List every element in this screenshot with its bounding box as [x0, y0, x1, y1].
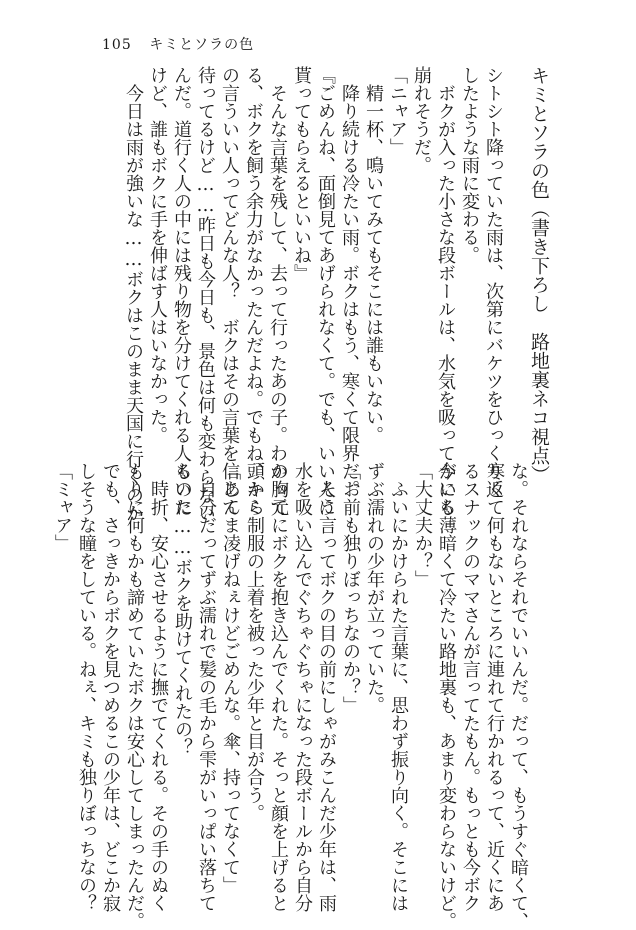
text-column: 待ってるけど……昨日も今日も、景色は何も変わらない — [195, 66, 216, 522]
lower-text-block — [52, 462, 532, 930]
text-column: 「大丈夫か？」 — [412, 462, 433, 588]
text-column: したような雨に変わる。 — [459, 66, 480, 264]
text-column: そんな言葉を残して、去って行ったあの子。わかって — [267, 66, 288, 516]
text-column: シトシト降っていた雨は、次第にバケツをひっくり返 — [483, 66, 504, 498]
text-column: がいる薄暗くて冷たい路地裏も、あまり変わらないけど。 — [436, 462, 457, 930]
text-column: の言ういい人ってどんな人？ ボクはその言葉を信じて — [219, 66, 240, 516]
running-title: キミとソラの色 — [149, 37, 255, 53]
text-column: 精一杯、鳴いてみてもそこには誰もいない。 — [363, 66, 384, 444]
text-column: ボクが入った小さな段ボールは、水気を吸って今にも — [435, 66, 456, 516]
text-column: 「ミャア」 — [52, 462, 73, 552]
text-column: 頭から制服の上着を被った少年と目が合う。 — [244, 462, 265, 822]
running-header — [102, 34, 254, 54]
text-column: る、ボクを飼う余力がなかったんだよね。でもね、キミ — [243, 66, 264, 516]
text-column: 時折、安心させるように撫でてくれる。その手のぬく — [148, 462, 169, 912]
text-column: 「お前も独りぼっちなのか？」 — [340, 462, 361, 714]
text-column: そう言ってボクの目の前にしゃがみこんだ少年は、雨 — [316, 462, 337, 912]
text-column: な。それならそれでいいんだ。だって、もうすぐ暗くて、 — [508, 462, 529, 930]
text-column: 今日は雨が強いな……ボクはこのまま天国に行くのか — [123, 66, 144, 522]
text-column: 寒くて何もないところに連れて行かれるって、近くにあ — [484, 462, 505, 912]
text-column: るスナックのママさんが言ってたもん。もっとも今ボク — [460, 462, 481, 912]
text-column: ふいにかけられた言葉に、思わず振り向く。そこには — [388, 462, 409, 912]
text-column: んだ。道行く人の中には残り物を分けてくれる人もいた — [171, 66, 192, 516]
upper-text-block — [98, 66, 558, 522]
text-column: るのに……ボクを助けてくれたの？ — [172, 462, 193, 756]
text-column: しそうな瞳をしている。ねぇ、キミも独りぼっちなの？ — [76, 462, 97, 912]
text-column: でも、さっきからボクを見つめるこの少年は、どこか寂 — [100, 462, 121, 912]
text-column: もりに何もかも諦めていたボクは安心してしまったんだ。 — [124, 462, 145, 930]
page-number: 105 — [102, 37, 132, 53]
text-column: の胸元にボクを抱き込んでくれた。そっと顔を上げると — [268, 462, 289, 912]
text-column: 貰ってもらえるといいね』 — [291, 66, 312, 282]
text-column: 崩れそうだ。 — [411, 66, 432, 174]
text-column: 「ニャア」 — [387, 66, 408, 156]
text-column: 降り続ける冷たい雨。ボクはもう、寒くて限界だ。 — [339, 66, 360, 498]
text-column: けど、誰もボクに手を伸ばす人はいなかった。 — [147, 66, 168, 444]
text-column: ずぶ濡れの少年が立っていた。 — [364, 462, 385, 714]
text-column: 水を吸い込んでぐちゃぐちゃになった段ボールから自分 — [292, 462, 313, 912]
chapter-title: キミとソラの色（書き下ろし 路地裏ネコ視点） — [528, 66, 550, 484]
text-column: 自分だってずぶ濡れで髪の毛から雫がいっぱい落ちて — [196, 462, 217, 912]
text-column: 『ごめんね、面倒見てあげられなくて。でも、いい人に — [315, 66, 336, 516]
text-column: 「あんま凌げねぇけどごめんな。傘、持ってなくて」 — [220, 462, 241, 894]
